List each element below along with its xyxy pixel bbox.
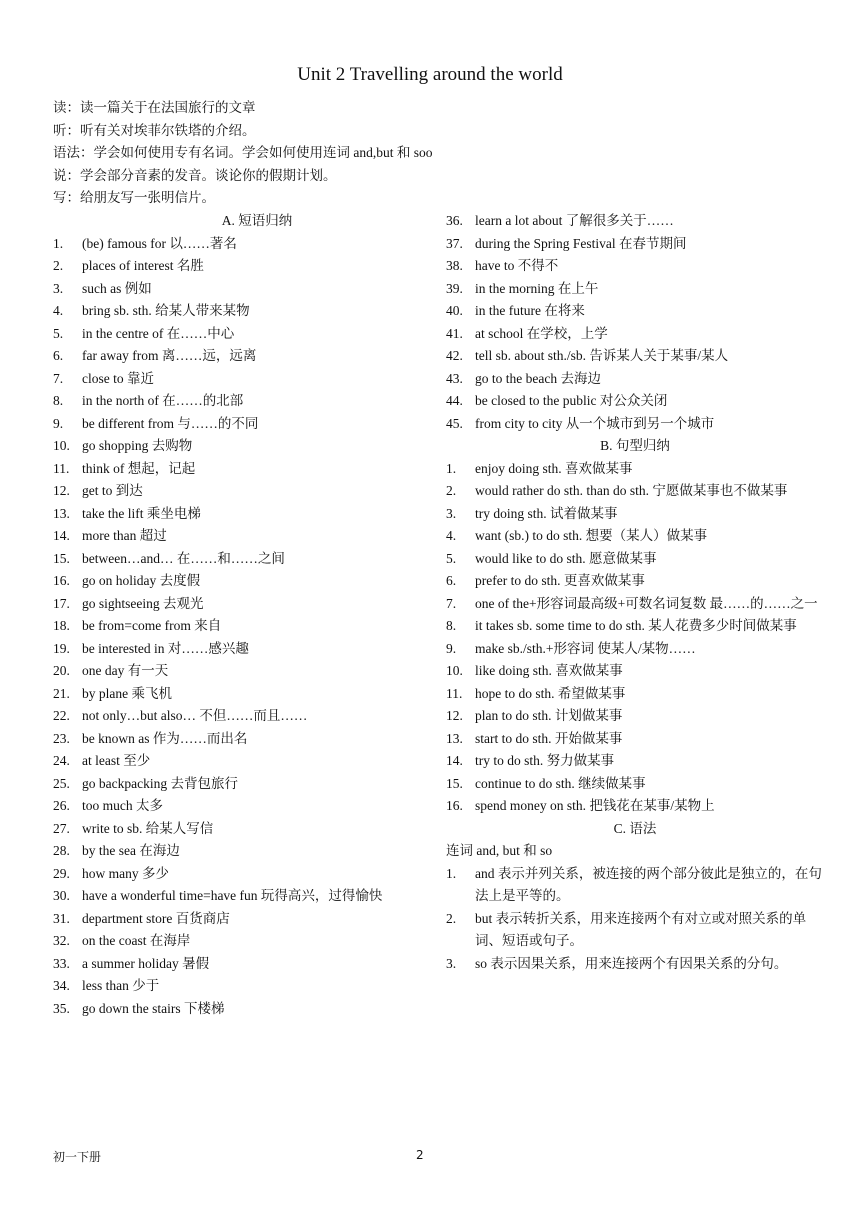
pattern-item-number: 3. <box>446 505 457 521</box>
phrase-item <box>53 998 425 1021</box>
pattern-item-text: one of the+形容词最高级+可数名词复数 最……的……之一 <box>475 595 818 611</box>
phrase-item-text: far away from 离……远，远离 <box>82 348 257 363</box>
pattern-item-number: 16. <box>446 798 463 813</box>
phrase-item <box>53 345 425 368</box>
phrase-item <box>53 278 425 301</box>
phrase-item-number: 9. <box>53 415 64 431</box>
footer-book-label: 初一下册 <box>53 1150 102 1164</box>
phrase-item <box>53 570 425 593</box>
phrase-item <box>53 480 425 503</box>
phrase-item-text: be interested in 对……感兴趣 <box>82 640 249 656</box>
phrase-item-number: 39. <box>446 280 463 296</box>
phrase-item <box>53 885 425 908</box>
phrase-item <box>53 728 425 751</box>
phrase-item-number: 15. <box>53 550 70 566</box>
phrase-list-left <box>53 233 425 1021</box>
pattern-item <box>446 750 824 773</box>
phrase-item-text: not only…but also… 不但……而且…… <box>82 708 308 723</box>
phrase-item <box>53 548 425 571</box>
phrase-item-number: 35. <box>53 1000 70 1016</box>
phrase-item-text: learn a lot about 了解很多关于…… <box>475 213 674 228</box>
objective-reading: 读：读一篇关于在法国旅行的文章 <box>53 100 256 115</box>
phrase-item-number: 37. <box>446 235 463 251</box>
phrase-item-number: 3. <box>53 280 64 296</box>
grammar-item <box>446 953 824 976</box>
phrase-item <box>53 930 425 953</box>
phrase-item <box>446 233 824 256</box>
phrase-item-number: 5. <box>53 325 64 341</box>
phrase-item <box>446 300 824 323</box>
pattern-item <box>446 593 824 616</box>
phrase-item-number: 16. <box>53 573 70 588</box>
grammar-item-number: 3. <box>446 955 457 971</box>
pattern-item-number: 4. <box>446 528 457 543</box>
objective-listening: 听：听有关对埃菲尔铁塔的介绍。 <box>53 122 256 138</box>
phrase-item-text: go down the stairs 下楼梯 <box>82 1000 225 1016</box>
phrase-item <box>446 210 824 233</box>
phrase-item-text: have a wonderful time=have fun 玩得高兴，过得愉快 <box>82 888 383 903</box>
phrase-item <box>53 525 425 548</box>
phrase-item-number: 25. <box>53 775 70 791</box>
objective-grammar: 语法：学会如何使用专有名词。学会如何使用连词 and,but 和 soo <box>53 145 433 160</box>
phrase-item <box>53 255 425 278</box>
phrase-item-text: from city to city 从一个城市到另一个城市 <box>475 415 715 431</box>
pattern-item-number: 1. <box>446 460 457 476</box>
phrase-item-text: more than 超过 <box>82 528 167 543</box>
phrase-item-text: such as 例如 <box>82 280 152 296</box>
phrase-item-number: 24. <box>53 753 70 768</box>
phrase-item-number: 26. <box>53 798 70 813</box>
pattern-item-number: 9. <box>446 640 457 656</box>
phrase-item-text: be different from 与……的不同 <box>82 415 259 431</box>
phrase-item <box>53 593 425 616</box>
pattern-item <box>446 683 824 706</box>
pattern-item-text: continue to do sth. 继续做某事 <box>475 775 646 791</box>
phrase-item <box>53 908 425 931</box>
phrase-item <box>446 278 824 301</box>
phrase-item-text: write to sb. 给某人写信 <box>82 820 214 836</box>
pattern-item-number: 15. <box>446 775 463 791</box>
pattern-item-number: 7. <box>446 595 457 611</box>
phrase-item-number: 34. <box>53 978 70 993</box>
phrase-item <box>53 840 425 863</box>
phrase-item <box>53 773 425 796</box>
phrase-item-number: 19. <box>53 640 70 656</box>
grammar-rule-list <box>446 863 824 976</box>
pattern-item-number: 5. <box>446 550 457 566</box>
phrase-item-text: in the morning 在上午 <box>475 280 599 296</box>
phrase-item <box>446 255 824 278</box>
pattern-item <box>446 773 824 796</box>
phrase-item <box>53 413 425 436</box>
phrase-item-text: be closed to the public 对公众关闭 <box>475 393 668 408</box>
pattern-item <box>446 548 824 571</box>
pattern-item-number: 8. <box>446 618 457 633</box>
phrase-item-text: a summer holiday 暑假 <box>82 955 210 971</box>
pattern-item <box>446 660 824 683</box>
phrase-item <box>53 458 425 481</box>
pattern-item-text: enjoy doing sth. 喜欢做某事 <box>475 460 633 476</box>
phrase-item-text: by the sea 在海边 <box>82 843 180 858</box>
pattern-item-number: 11. <box>446 685 463 701</box>
grammar-item-number: 1. <box>446 865 457 881</box>
pattern-item-text: hope to do sth. 希望做某事 <box>475 685 626 701</box>
pattern-item-text: spend money on sth. 把钱花在某事/某物上 <box>475 798 715 813</box>
grammar-subheading: 连词 and, but 和 so <box>446 843 553 858</box>
left-column <box>53 210 425 1020</box>
phrase-item-number: 2. <box>53 258 64 273</box>
phrase-item <box>446 345 824 368</box>
phrase-item-text: close to 靠近 <box>82 370 154 386</box>
pattern-item-text: try to do sth. 努力做某事 <box>475 753 615 768</box>
grammar-item-text: and 表示并列关系，被连接的两个部分彼此是独立的，在句法上是平等的。 <box>475 865 822 903</box>
grammar-item <box>446 908 824 953</box>
pattern-item-number: 6. <box>446 573 457 588</box>
phrase-list-right <box>446 210 824 435</box>
phrase-item-text: go sightseeing 去观光 <box>82 595 204 611</box>
phrase-item-number: 44. <box>446 393 463 408</box>
pattern-item-number: 12. <box>446 708 463 723</box>
phrase-item-number: 36. <box>446 213 463 228</box>
pattern-item-number: 10. <box>446 663 463 678</box>
phrase-item-number: 12. <box>53 483 70 498</box>
grammar-item <box>446 863 824 908</box>
pattern-item <box>446 570 824 593</box>
phrase-item-text: by plane 乘飞机 <box>82 685 172 701</box>
pattern-item <box>446 615 824 638</box>
phrase-item-text: be known as 作为……而出名 <box>82 730 248 746</box>
phrase-item <box>53 615 425 638</box>
sentence-pattern-list <box>446 458 824 818</box>
phrase-item <box>53 300 425 323</box>
pattern-item-text: it takes sb. some time to do sth. 某人花费多少时间做某事 <box>475 618 797 633</box>
phrase-item-text: in the centre of 在……中心 <box>82 325 235 341</box>
pattern-item-text: want (sb.) to do sth. 想要（某人）做某事 <box>475 528 708 543</box>
phrase-item <box>53 638 425 661</box>
phrase-item-text: think of 想起，记起 <box>82 460 196 476</box>
phrase-item <box>53 975 425 998</box>
phrase-item-number: 1. <box>53 235 64 251</box>
phrase-item-number: 41. <box>446 325 463 341</box>
phrase-item-number: 28. <box>53 843 70 858</box>
phrase-item-text: go backpacking 去背包旅行 <box>82 775 238 791</box>
pattern-item <box>446 458 824 481</box>
objective-writing: 写：给朋友写一张明信片。 <box>53 190 215 205</box>
phrase-item-number: 22. <box>53 708 70 723</box>
phrase-item-text: bring sb. sth. 给某人带来某物 <box>82 303 250 318</box>
phrase-item-number: 31. <box>53 910 70 926</box>
pattern-item-text: would rather do sth. than do sth. 宁愿做某事也不做某事 <box>475 483 788 498</box>
phrase-item-number: 38. <box>446 258 463 273</box>
phrase-item <box>53 233 425 256</box>
phrase-item-number: 23. <box>53 730 70 746</box>
phrase-item <box>53 503 425 526</box>
phrase-item <box>446 323 824 346</box>
phrase-item <box>53 750 425 773</box>
phrase-item-text: tell sb. about sth./sb. 告诉某人关于某事/某人 <box>475 348 729 363</box>
phrase-item-number: 18. <box>53 618 70 633</box>
phrase-item <box>53 390 425 413</box>
unit-objectives <box>53 97 813 210</box>
phrase-item-number: 32. <box>53 933 70 948</box>
phrase-item-number: 6. <box>53 348 64 363</box>
phrase-item-number: 7. <box>53 370 64 386</box>
phrase-item <box>53 705 425 728</box>
phrase-item-number: 27. <box>53 820 70 836</box>
phrase-item <box>53 323 425 346</box>
pattern-item-number: 13. <box>446 730 463 746</box>
phrase-item-text: at school 在学校，上学 <box>475 325 608 341</box>
phrase-item <box>446 413 824 436</box>
pattern-item <box>446 638 824 661</box>
phrase-item-number: 20. <box>53 663 70 678</box>
phrase-item-text: go shopping 去购物 <box>82 438 193 453</box>
phrase-item <box>53 818 425 841</box>
section-c-heading: C. 语法 <box>613 820 657 836</box>
phrase-item-text: have to 不得不 <box>475 258 559 273</box>
phrase-item-text: take the lift 乘坐电梯 <box>82 505 201 521</box>
phrase-item-text: too much 太多 <box>82 798 163 813</box>
phrase-item-text: how many 多少 <box>82 865 169 881</box>
phrase-item-number: 10. <box>53 438 70 453</box>
grammar-item-text: but 表示转折关系，用来连接两个有对立或对照关系的单词、短语或句子。 <box>475 910 807 948</box>
phrase-item-number: 30. <box>53 888 70 903</box>
pattern-item <box>446 525 824 548</box>
phrase-item-number: 8. <box>53 393 64 408</box>
pattern-item-text: try doing sth. 试着做某事 <box>475 505 618 521</box>
phrase-item <box>53 368 425 391</box>
phrase-item <box>53 953 425 976</box>
phrase-item <box>53 863 425 886</box>
phrase-item <box>53 435 425 458</box>
grammar-item-number: 2. <box>446 910 457 926</box>
grammar-item-text: so 表示因果关系，用来连接两个有因果关系的分句。 <box>475 955 788 971</box>
phrase-item-number: 13. <box>53 505 70 521</box>
pattern-item <box>446 728 824 751</box>
phrase-item-number: 14. <box>53 528 70 543</box>
phrase-item-text: between…and… 在……和……之间 <box>82 550 285 566</box>
phrase-item-number: 43. <box>446 370 463 386</box>
phrase-item-text: (be) famous for 以……著名 <box>82 235 237 251</box>
phrase-item-number: 40. <box>446 303 463 318</box>
phrase-item-text: during the Spring Festival 在春节期间 <box>475 235 687 251</box>
pattern-item <box>446 480 824 503</box>
pattern-item-text: plan to do sth. 计划做某事 <box>475 708 623 723</box>
page-title: Unit 2 Travelling around the world <box>297 64 563 85</box>
phrase-item-number: 11. <box>53 460 70 476</box>
page-number: 2 <box>416 1148 424 1162</box>
right-column <box>446 210 824 975</box>
pattern-item-text: start to do sth. 开始做某事 <box>475 730 623 746</box>
pattern-item-text: make sb./sth.+形容词 使某人/某物…… <box>475 640 696 656</box>
pattern-item-text: would like to do sth. 愿意做某事 <box>475 550 657 566</box>
phrase-item-number: 33. <box>53 955 70 971</box>
phrase-item-text: on the coast 在海岸 <box>82 933 191 948</box>
phrase-item-number: 17. <box>53 595 70 611</box>
phrase-item <box>446 390 824 413</box>
pattern-item <box>446 705 824 728</box>
phrase-item-text: in the future 在将来 <box>475 303 585 318</box>
pattern-item <box>446 503 824 526</box>
phrase-item-text: department store 百货商店 <box>82 910 230 926</box>
phrase-item-number: 4. <box>53 303 64 318</box>
phrase-item-text: go on holiday 去度假 <box>82 573 201 588</box>
pattern-item-text: like doing sth. 喜欢做某事 <box>475 663 623 678</box>
phrase-item-text: less than 少于 <box>82 978 160 993</box>
phrase-item-text: one day 有一天 <box>82 663 169 678</box>
phrase-item-number: 21. <box>53 685 70 701</box>
pattern-item-number: 14. <box>446 753 463 768</box>
phrase-item <box>53 795 425 818</box>
phrase-item-text: at least 至少 <box>82 753 151 768</box>
pattern-item-text: prefer to do sth. 更喜欢做某事 <box>475 573 645 588</box>
phrase-item <box>53 683 425 706</box>
section-a-heading: A. 短语归纳 <box>221 213 293 228</box>
phrase-item-text: go to the beach 去海边 <box>475 370 601 386</box>
pattern-item-number: 2. <box>446 483 457 498</box>
phrase-item-text: be from=come from 来自 <box>82 618 222 633</box>
phrase-item-number: 42. <box>446 348 463 363</box>
phrase-item <box>446 368 824 391</box>
phrase-item-number: 29. <box>53 865 70 881</box>
pattern-item <box>446 795 824 818</box>
phrase-item-text: places of interest 名胜 <box>82 258 204 273</box>
phrase-item <box>53 660 425 683</box>
objective-speaking: 说：学会部分音素的发音。谈论你的假期计划。 <box>53 167 337 183</box>
phrase-item-text: in the north of 在……的北部 <box>82 393 244 408</box>
phrase-item-number: 45. <box>446 415 463 431</box>
section-b-heading: B. 句型归纳 <box>600 438 670 453</box>
phrase-item-text: get to 到达 <box>82 483 143 498</box>
